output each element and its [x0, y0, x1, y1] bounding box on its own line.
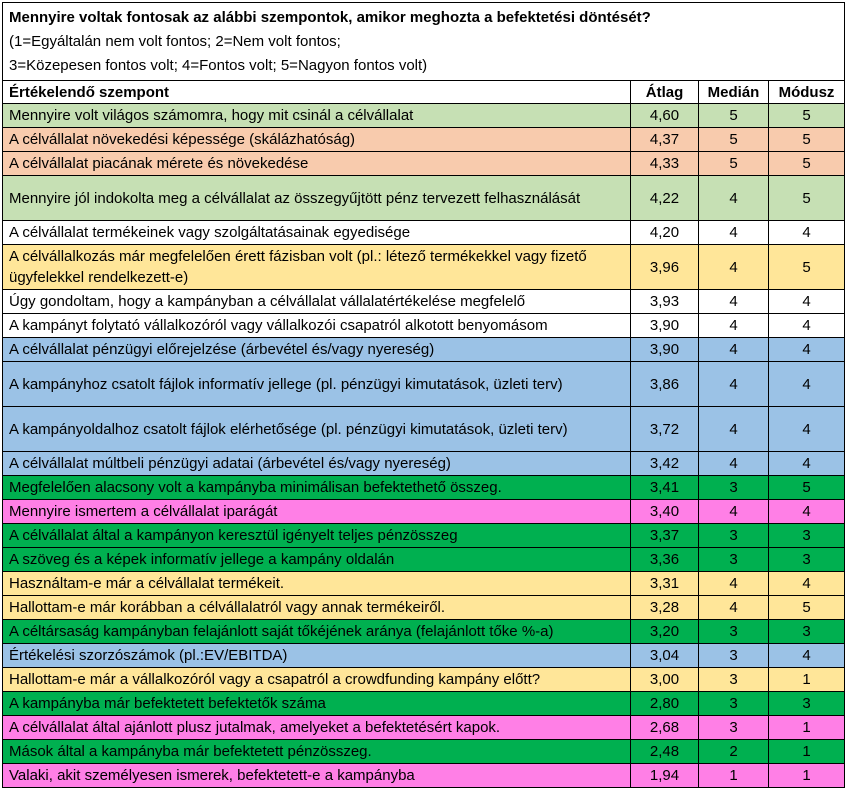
mode-cell: 5 [769, 152, 845, 176]
table-row [3, 692, 845, 716]
title-cell [3, 3, 845, 81]
median-cell: 1 [699, 764, 769, 788]
table-row [3, 221, 845, 245]
mean-cell: 3,20 [631, 620, 699, 644]
mode-cell: 1 [769, 716, 845, 740]
median-cell: 4 [699, 596, 769, 620]
mode-cell: 4 [769, 221, 845, 245]
table-row [3, 716, 845, 740]
mode-cell: 4 [769, 452, 845, 476]
mean-cell: 2,80 [631, 692, 699, 716]
table-row [3, 500, 845, 524]
mode-cell: 4 [769, 338, 845, 362]
criterion-cell: A célvállalat termékeinek vagy szolgáltatásainak egyedisége [3, 221, 631, 245]
criterion-cell: Értékelési szorzószámok (pl.:EV/EBITDA) [3, 644, 631, 668]
criterion-cell: A célvállalkozás már megfelelően érett fázisban volt (pl.: létező termékekkel vagy fizető ügyfelekkel rendelkezett-e) [3, 245, 631, 290]
median-cell: 3 [699, 716, 769, 740]
mean-cell: 3,37 [631, 524, 699, 548]
median-cell: 4 [699, 290, 769, 314]
median-cell: 4 [699, 176, 769, 221]
mean-cell: 3,93 [631, 290, 699, 314]
criterion-cell: Használtam-e már a célvállalat termékeit. [3, 572, 631, 596]
mode-cell: 5 [769, 128, 845, 152]
mean-cell: 3,72 [631, 407, 699, 452]
criterion-cell: Mennyire jól indokolta meg a célvállalat az összegyűjtött pénz tervezett felhasználását [3, 176, 631, 221]
mean-cell: 4,33 [631, 152, 699, 176]
mode-cell: 4 [769, 362, 845, 407]
criterion-cell: A szöveg és a képek informatív jellege a kampány oldalán [3, 548, 631, 572]
table-row [3, 362, 845, 407]
mean-cell: 4,22 [631, 176, 699, 221]
mode-cell: 3 [769, 548, 845, 572]
median-cell: 5 [699, 128, 769, 152]
mean-cell: 3,31 [631, 572, 699, 596]
table-row [3, 338, 845, 362]
median-cell: 4 [699, 245, 769, 290]
mean-cell: 3,86 [631, 362, 699, 407]
header-criterion: Értékelendő szempont [3, 81, 631, 104]
mode-cell: 4 [769, 500, 845, 524]
mean-cell: 3,04 [631, 644, 699, 668]
mode-cell: 4 [769, 290, 845, 314]
criterion-cell: A célvállalat növekedési képessége (skálázhatóság) [3, 128, 631, 152]
median-cell: 4 [699, 221, 769, 245]
mode-cell: 3 [769, 620, 845, 644]
mean-cell: 2,68 [631, 716, 699, 740]
survey-question-title: Mennyire voltak fontosak az alábbi szempontok, amikor meghozta a befektetési döntését? [9, 9, 651, 26]
mode-cell: 1 [769, 764, 845, 788]
mode-cell: 3 [769, 524, 845, 548]
mode-cell: 1 [769, 740, 845, 764]
criterion-cell: A kampányba már befektetett befektetők száma [3, 692, 631, 716]
criterion-cell: A célvállalat által ajánlott plusz jutalmak, amelyeket a befektetésért kapok. [3, 716, 631, 740]
mode-cell: 4 [769, 314, 845, 338]
scale-line-2: 3=Közepesen fontos volt; 4=Fontos volt; 5=Nagyon fontos volt) [9, 57, 428, 74]
mean-cell: 3,90 [631, 338, 699, 362]
table-row [3, 314, 845, 338]
survey-table [2, 2, 845, 788]
mode-cell: 5 [769, 476, 845, 500]
mode-cell: 5 [769, 596, 845, 620]
table-row [3, 245, 845, 290]
mode-cell: 4 [769, 644, 845, 668]
criterion-cell: A kampányoldalhoz csatolt fájlok elérhetősége (pl. pénzügyi kimutatások, üzleti terv) [3, 407, 631, 452]
table-row [3, 668, 845, 692]
median-cell: 3 [699, 620, 769, 644]
median-cell: 3 [699, 692, 769, 716]
criterion-cell: Mások által a kampányba már befektetett pénzösszeg. [3, 740, 631, 764]
criterion-cell: A célvállalat piacának mérete és növekedése [3, 152, 631, 176]
mean-cell: 4,37 [631, 128, 699, 152]
median-cell: 3 [699, 476, 769, 500]
table-row [3, 476, 845, 500]
table-row [3, 128, 845, 152]
mean-cell: 2,48 [631, 740, 699, 764]
mean-cell: 3,36 [631, 548, 699, 572]
table-row [3, 596, 845, 620]
table-row [3, 620, 845, 644]
mode-cell: 1 [769, 668, 845, 692]
header-mode: Módusz [769, 81, 845, 104]
table-row [3, 452, 845, 476]
header-row [3, 81, 845, 104]
header-median: Medián [699, 81, 769, 104]
criterion-cell: A kampányhoz csatolt fájlok informatív jellege (pl. pénzügyi kimutatások, üzleti terv) [3, 362, 631, 407]
criterion-cell: A célvállalat múltbeli pénzügyi adatai (árbevétel és/vagy nyereség) [3, 452, 631, 476]
mean-cell: 3,28 [631, 596, 699, 620]
median-cell: 3 [699, 644, 769, 668]
mean-cell: 4,20 [631, 221, 699, 245]
table-row [3, 740, 845, 764]
table-row [3, 176, 845, 221]
median-cell: 3 [699, 668, 769, 692]
mean-cell: 3,96 [631, 245, 699, 290]
title-row [3, 3, 845, 81]
median-cell: 4 [699, 362, 769, 407]
table-row [3, 524, 845, 548]
table-row [3, 764, 845, 788]
criterion-cell: Valaki, akit személyesen ismerek, befektetett-e a kampányba [3, 764, 631, 788]
mean-cell: 4,60 [631, 104, 699, 128]
median-cell: 3 [699, 524, 769, 548]
mean-cell: 3,00 [631, 668, 699, 692]
criterion-cell: A céltársaság kampányban felajánlott saját tőkéjének aránya (felajánlott tőke %-a) [3, 620, 631, 644]
mean-cell: 3,40 [631, 500, 699, 524]
table-row [3, 644, 845, 668]
mean-cell: 3,41 [631, 476, 699, 500]
scale-line-1: (1=Egyáltalán nem volt fontos; 2=Nem volt fontos; [9, 33, 341, 50]
median-cell: 4 [699, 338, 769, 362]
mode-cell: 5 [769, 245, 845, 290]
criterion-cell: Megfelelően alacsony volt a kampányba minimálisan befektethető összeg. [3, 476, 631, 500]
mode-cell: 5 [769, 104, 845, 128]
median-cell: 3 [699, 548, 769, 572]
mode-cell: 5 [769, 176, 845, 221]
median-cell: 5 [699, 104, 769, 128]
median-cell: 4 [699, 452, 769, 476]
criterion-cell: Hallottam-e már a vállalkozóról vagy a csapatról a crowdfunding kampány előtt? [3, 668, 631, 692]
table-row [3, 407, 845, 452]
median-cell: 4 [699, 572, 769, 596]
median-cell: 4 [699, 500, 769, 524]
criterion-cell: A célvállalat által a kampányon keresztül igényelt teljes pénzösszeg [3, 524, 631, 548]
table-row [3, 104, 845, 128]
mode-cell: 4 [769, 407, 845, 452]
mean-cell: 3,90 [631, 314, 699, 338]
criterion-cell: Mennyire ismertem a célvállalat iparágát [3, 500, 631, 524]
median-cell: 2 [699, 740, 769, 764]
criterion-cell: A kampányt folytató vállalkozóról vagy vállalkozói csapatról alkotott benyomásom [3, 314, 631, 338]
mean-cell: 3,42 [631, 452, 699, 476]
table-row [3, 290, 845, 314]
median-cell: 4 [699, 407, 769, 452]
criterion-cell: A célvállalat pénzügyi előrejelzése (árbevétel és/vagy nyereség) [3, 338, 631, 362]
criterion-cell: Úgy gondoltam, hogy a kampányban a célvállalat vállalatértékelése megfelelő [3, 290, 631, 314]
table-row [3, 152, 845, 176]
criterion-cell: Hallottam-e már korábban a célvállalatról vagy annak termékeiről. [3, 596, 631, 620]
mode-cell: 4 [769, 572, 845, 596]
criterion-cell: Mennyire volt világos számomra, hogy mit csinál a célvállalat [3, 104, 631, 128]
header-mean: Átlag [631, 81, 699, 104]
median-cell: 5 [699, 152, 769, 176]
median-cell: 4 [699, 314, 769, 338]
table-row [3, 572, 845, 596]
table-row [3, 548, 845, 572]
mean-cell: 1,94 [631, 764, 699, 788]
mode-cell: 3 [769, 692, 845, 716]
